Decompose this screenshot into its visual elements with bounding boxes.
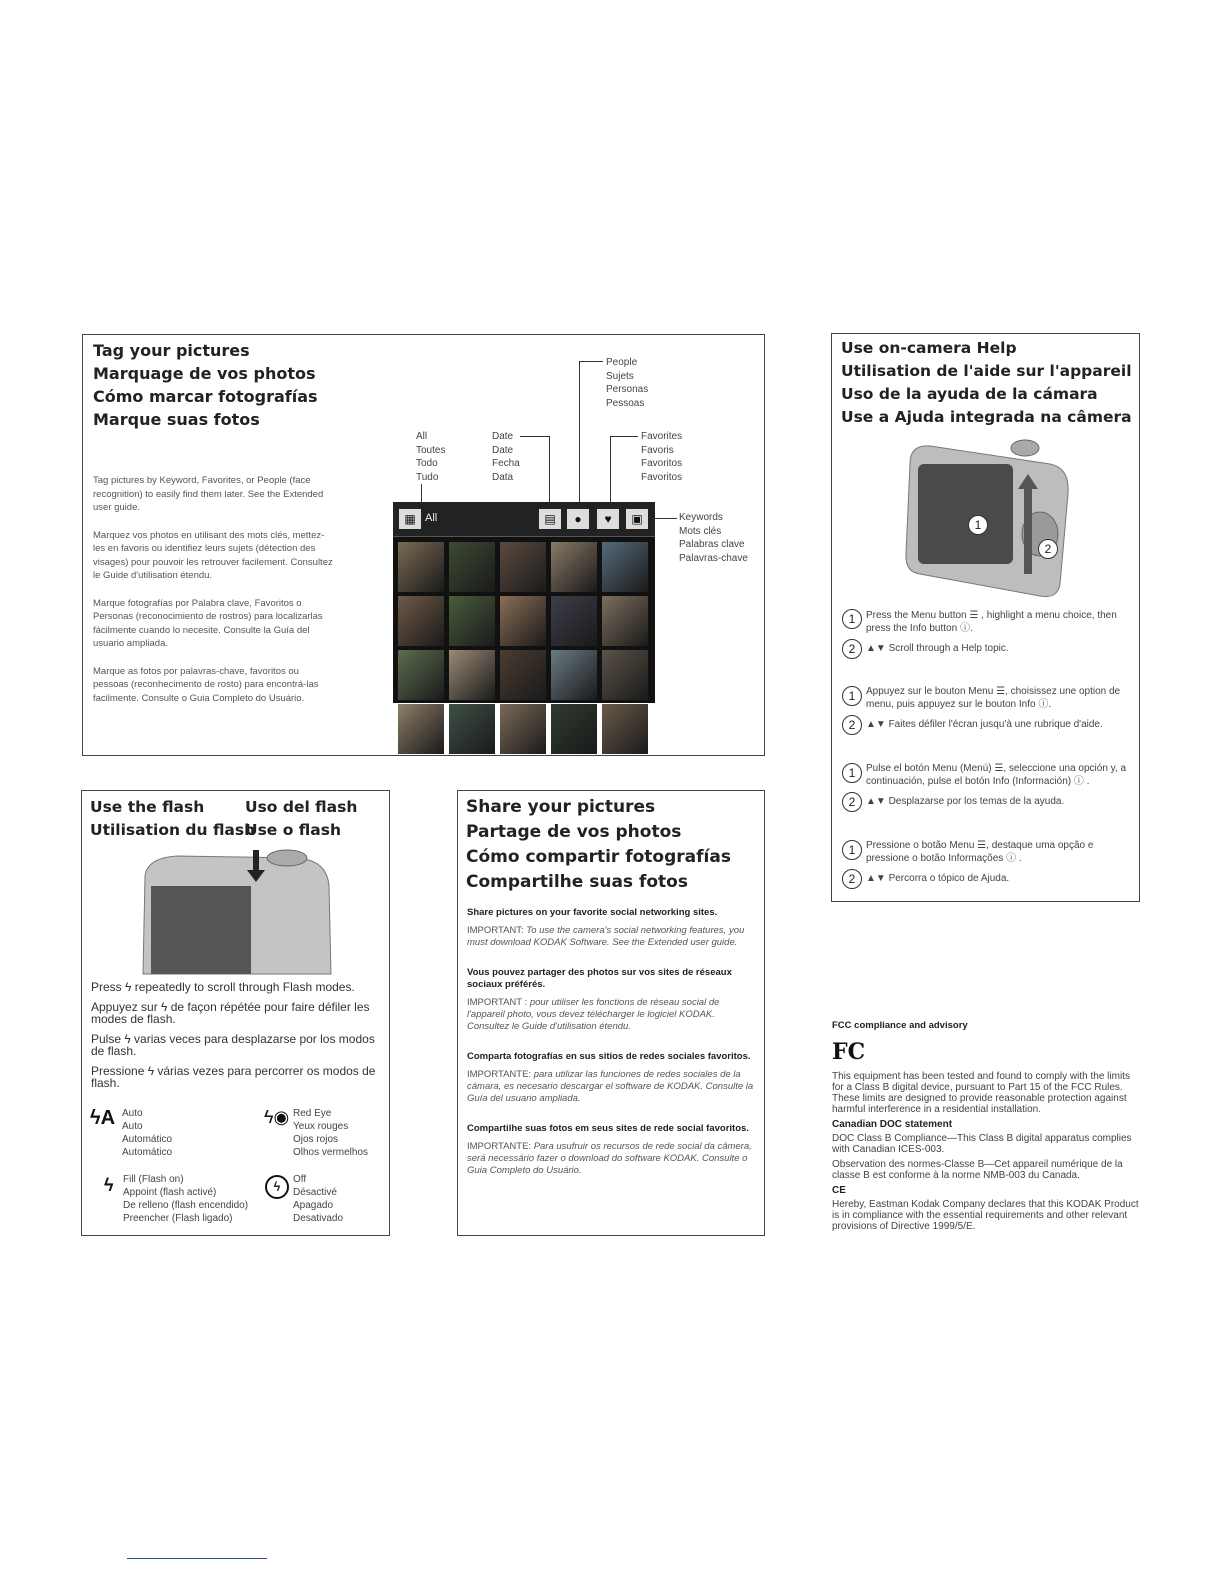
mode-red-eye [293, 1107, 368, 1159]
red-eye-icon: ϟ◉ [264, 1107, 290, 1127]
doc-fr: Observation des normes-Classe B—Cet appareil numérique de la classe B est conforme à la norme NMB-003 du Canada. [832, 1159, 1123, 1181]
step-2-icon: 2 [842, 715, 862, 735]
step-1-icon: 1 [842, 840, 862, 860]
step-1-icon: 1 [842, 686, 862, 706]
share-bold-en: Share pictures on your favorite social networking sites. [467, 907, 718, 918]
flash-title-fr: Utilisation du flash [90, 821, 256, 839]
important-lead: IMPORTANT: [467, 925, 524, 936]
flash-title-pt: Use o flash [245, 821, 341, 839]
help-step-fr-1: Appuyez sur le bouton Menu ☰, choisissez une option de menu, puis appuyez sur le bouton Info ⓘ. [866, 686, 1121, 710]
mode-redeye-en: Red Eye [293, 1108, 332, 1119]
photo-thumbnail[interactable] [449, 704, 495, 754]
flash-text-pt: Pressione ϟ várias vezes para percorrer os modos de flash. [91, 1063, 376, 1090]
photo-thumbnail[interactable] [551, 650, 597, 700]
photo-thumbnail[interactable] [500, 650, 546, 700]
photo-thumbnail[interactable] [398, 650, 444, 700]
mode-redeye-pt: Olhos vermelhos [293, 1147, 369, 1158]
mode-auto-es: Automático [122, 1134, 173, 1145]
label-favorites-fr: Favoris [641, 444, 674, 456]
label-all [416, 430, 445, 484]
share-important-fr [467, 997, 759, 1033]
help-step-en-1: Press the Menu button ☰ , highlight a menu choice, then press the Info button ⓘ. [866, 610, 1117, 634]
tag-text-pt: Marque as fotos por palavras-chave, favoritos ou pessoas (reconhecimento de rosto) para encontrá-las facilmente. Consulte o Guia Completo do Usuário. [93, 665, 319, 704]
leader-people-h [579, 361, 603, 362]
label-keywords-es: Palabras clave [679, 539, 745, 550]
footer-rule [127, 1558, 267, 1559]
doc-en: DOC Class B Compliance—This Class B digital apparatus complies with Canadian ICES-003. [832, 1133, 1132, 1155]
tag-title-en: Tag your pictures [93, 341, 250, 360]
share-important-en [467, 925, 759, 949]
share-bold-fr: Vous pouvez partager des photos sur vos sites de réseaux sociaux préférés. [467, 967, 732, 990]
callout-2-icon: 2 [1038, 539, 1058, 559]
share-title-pt: Compartilhe suas fotos [466, 872, 688, 892]
mode-redeye-es: Ojos rojos [293, 1134, 339, 1145]
flash-text-en: Press ϟ repeatedly to scroll through Flash modes. [91, 980, 355, 994]
share-important-es [467, 1069, 759, 1105]
use-flash-panel [81, 790, 390, 1236]
keywords-icon: ▣ [626, 509, 648, 529]
mode-fill [123, 1173, 248, 1225]
mode-fill-es: De relleno (flash encendido) [123, 1200, 249, 1211]
label-keywords-pt: Palavras-chave [679, 552, 748, 564]
important-body: Para usufruir os recursos de rede social da câmera, será necessário fazer o download do software KODAK. Consulte o Guia Completo do Usuário. [467, 1141, 752, 1176]
mode-auto [122, 1107, 172, 1159]
help-step-es-2: ▲▼ Desplazarse por los temas de la ayuda. [866, 796, 1065, 807]
flash-fill-icon: ϟ [104, 1175, 114, 1195]
important-lead: IMPORTANTE: [467, 1069, 532, 1080]
leader-fav-v [610, 436, 611, 506]
label-date-es: Fecha [492, 458, 520, 469]
tag-text-fr: Marquez vos photos en utilisant des mots clés, mettez-les en favoris ou identifiez leurs sujets (détection des visages) pour pouvoir les retrouver facilement. Consultez le Guide d'utilisation étendu. [93, 529, 333, 581]
on-camera-help-panel [831, 333, 1140, 902]
flash-instructions [91, 981, 386, 1097]
fcc-compliance-section [832, 1020, 1142, 1236]
flash-text-es: Pulse ϟ varias veces para desplazarse por los modos de flash. [91, 1031, 375, 1058]
help-titles [841, 337, 1132, 429]
photo-thumbnail[interactable] [602, 650, 648, 700]
label-keywords-fr: Mots clés [679, 525, 722, 537]
mode-off-pt: Desativado [293, 1213, 344, 1224]
label-all-en: All [416, 431, 428, 442]
flash-title-en: Use the flash [90, 798, 205, 816]
camera-screen-illustration [393, 502, 655, 703]
share-bold-es: Comparta fotografías en sus sitios de redes sociales favoritos. [467, 1051, 751, 1062]
flash-auto-icon: ϟA [90, 1107, 116, 1129]
important-lead: IMPORTANT : [467, 997, 528, 1008]
date-icon: ▤ [539, 509, 561, 529]
step-2-icon: 2 [842, 792, 862, 812]
leader-date-h [520, 436, 550, 437]
help-title-pt: Use a Ajuda integrada na câmera [841, 408, 1132, 426]
flash-text-fr: Appuyez sur ϟ de façon répétée pour faire défiler les modes de flash. [91, 999, 370, 1026]
mode-off-en: Off [293, 1174, 307, 1185]
help-step-fr-2: ▲▼ Faites défiler l'écran jusqu'à une rubrique d'aide. [866, 719, 1103, 730]
photo-thumbnail[interactable] [551, 704, 597, 754]
ce-body: Hereby, Eastman Kodak Company declares that this KODAK Product is in compliance with the essential requirements and other relevant provisions of Directive 1999/5/E. [832, 1199, 1139, 1232]
tag-instructions [93, 474, 333, 719]
mode-fill-fr: Appoint (flash activé) [123, 1187, 217, 1198]
photo-thumbnail[interactable] [551, 596, 597, 646]
tag-text-es: Marque fotografías por Palabra clave, Favoritos o Personas (reconocimiento de rostros) para localizarlas fácilmente cuando lo necesite. Consulte la Guía del usuario ampliada. [93, 597, 323, 649]
label-people-es: Personas [606, 384, 649, 395]
label-people-fr: Sujets [606, 370, 634, 382]
ce-title: CE [832, 1185, 846, 1196]
help-step-en-2: ▲▼ Scroll through a Help topic. [866, 643, 1009, 654]
mode-fill-en: Fill (Flash on) [123, 1174, 184, 1185]
photo-thumbnail[interactable] [602, 704, 648, 754]
mode-redeye-fr: Yeux rouges [293, 1121, 349, 1132]
camera-back-illustration [900, 434, 1080, 604]
leader-fav-h [610, 436, 638, 437]
label-keywords-en: Keywords [679, 512, 723, 523]
label-date-pt: Data [492, 471, 514, 483]
share-title-fr: Partage de vos photos [466, 822, 682, 842]
leader-people-v [579, 361, 580, 506]
mode-auto-pt: Automático [122, 1147, 173, 1158]
tag-title-fr: Marquage de vos photos [93, 364, 316, 383]
photo-thumbnail[interactable] [500, 704, 546, 754]
label-people-pt: Pessoas [606, 397, 645, 409]
photo-thumbnail[interactable] [398, 704, 444, 754]
important-body: para utilizar las funciones de redes sociales de la cámara, es necesario descargar el software de KODAK. Consulte la Guía del usuario ampliada. [467, 1069, 754, 1104]
leader-date-v [549, 436, 550, 506]
photo-thumbnail[interactable] [500, 596, 546, 646]
share-important-pt [467, 1141, 759, 1177]
photo-thumbnail[interactable] [602, 542, 648, 592]
label-people [606, 356, 648, 410]
callout-1-icon: 1 [968, 515, 988, 535]
photo-thumbnail[interactable] [602, 596, 648, 646]
label-date [492, 430, 520, 484]
photo-thumbnail[interactable] [449, 542, 495, 592]
tag-titles [93, 339, 318, 431]
label-all-fr: Toutes [416, 444, 446, 456]
doc-title: Canadian DOC statement [832, 1119, 953, 1130]
mode-off [293, 1173, 343, 1225]
tag-title-pt: Marque suas fotos [93, 410, 260, 429]
share-titles [466, 795, 731, 895]
label-all-pt: Tudo [416, 471, 439, 483]
label-all-es: Todo [416, 458, 438, 469]
label-date-fr: Date [492, 444, 514, 456]
mode-fill-pt: Preencher (Flash ligado) [123, 1213, 233, 1224]
fcc-body: This equipment has been tested and found to comply with the limits for a Class B digital device, pursuant to Part 15 of the FCC Rules. These limits are designed to provide reasonable protection against harmful interference in a residential installation. [832, 1071, 1130, 1115]
photo-thumbnail[interactable] [398, 542, 444, 592]
photo-thumbnail[interactable] [449, 650, 495, 700]
step-2-icon: 2 [842, 869, 862, 889]
label-favorites-pt: Favoritos [641, 471, 683, 483]
important-lead: IMPORTANTE: [467, 1141, 532, 1152]
label-favorites [641, 430, 682, 484]
photo-thumbnail[interactable] [551, 542, 597, 592]
share-pictures-panel [457, 790, 765, 1236]
tag-text-en: Tag pictures by Keyword, Favorites, or People (face recognition) to easily find them later. See the Extended user guide. [93, 475, 324, 513]
help-step-es-1: Pulse el botón Menu (Menú) ☰, seleccione una opción y, a continuación, pulse el botón Info (Información) ⓘ . [866, 763, 1127, 787]
label-keywords [679, 511, 748, 565]
share-blocks [467, 907, 759, 1195]
fcc-title: FCC compliance and advisory [832, 1020, 968, 1031]
people-icon: ● [567, 509, 589, 529]
step-1-icon: 1 [842, 763, 862, 783]
favorites-heart-icon: ♥ [597, 509, 619, 529]
label-favorites-es: Favoritos [641, 458, 683, 469]
screen-tab-all-label: All [425, 512, 438, 524]
important-body: To use the camera's social networking features, you must download KODAK Software. See the Extended user guide. [467, 925, 745, 948]
label-favorites-en: Favorites [641, 431, 683, 442]
help-title-en: Use on-camera Help [841, 339, 1017, 357]
camera-top-illustration [137, 846, 337, 976]
photo-thumbnail[interactable] [398, 596, 444, 646]
important-body: pour utiliser les fonctions de réseau social de l'appareil photo, vous devez télécharger le logiciel KODAK. Consultez le Guide d'utilisation étendu. [467, 997, 720, 1032]
help-title-es: Uso de la ayuda de la cámara [841, 385, 1098, 403]
share-title-en: Share your pictures [466, 797, 656, 817]
mode-off-es: Apagado [293, 1200, 334, 1211]
tag-title-es: Cómo marcar fotografías [93, 387, 318, 406]
photo-thumbnail[interactable] [449, 596, 495, 646]
share-title-es: Cómo compartir fotografías [466, 847, 731, 867]
label-date-en: Date [492, 431, 514, 442]
label-people-en: People [606, 357, 638, 368]
mode-auto-fr: Auto [122, 1121, 143, 1132]
screen-tab-bar [393, 502, 655, 537]
help-step-pt-2: ▲▼ Percorra o tópico de Ajuda. [866, 873, 1010, 884]
fcc-logo: FC [832, 1039, 866, 1065]
share-bold-pt: Compartilhe suas fotos em seus sites de rede social favoritos. [467, 1123, 749, 1134]
mode-off-fr: Désactivé [293, 1187, 337, 1198]
photo-thumbnail[interactable] [500, 542, 546, 592]
step-1-icon: 1 [842, 609, 862, 629]
help-title-fr: Utilisation de l'aide sur l'appareil [841, 362, 1132, 380]
mode-auto-en: Auto [122, 1108, 143, 1119]
flash-title-es: Uso del flash [245, 798, 358, 816]
help-step-pt-1: Pressione o botão Menu ☰, destaque uma opção e pressione o botão Informações ⓘ . [866, 840, 1094, 864]
leader-keywords [655, 518, 677, 519]
step-2-icon: 2 [842, 639, 862, 659]
grid-icon: ▦ [399, 509, 421, 529]
flash-off-icon: ϟ [265, 1175, 289, 1199]
